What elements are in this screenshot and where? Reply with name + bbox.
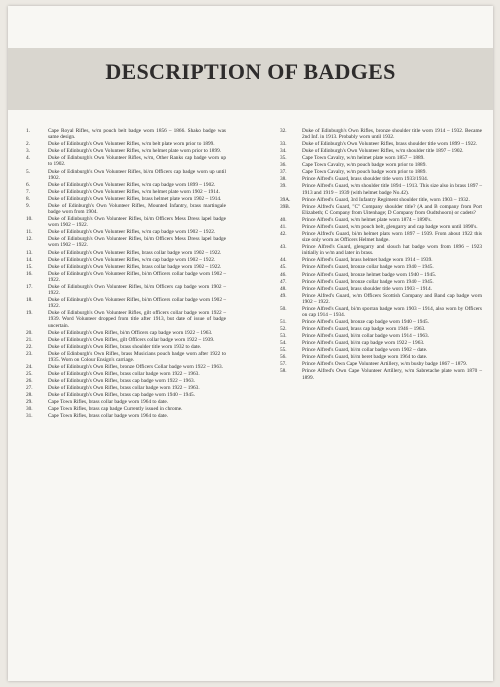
entry-description: Duke of Edinburgh's Own Volunteer Rifles, w/m cap badge worn 1899 – 1902. [48,181,216,188]
badge-entry [280,169,482,175]
badge-entry [26,229,226,235]
entry-description: Cape Town Rifles, brass collar badge worn 1964 to date. [48,413,169,420]
entry-number: 19. [26,310,33,317]
badge-entry [280,257,482,263]
badge-entry [280,272,482,278]
badge-entry [26,271,226,283]
entry-number: 39A. [280,196,291,203]
badge-entry [26,196,226,202]
entry-number: 44. [280,257,287,264]
entry-number: 22. [26,343,33,350]
badge-entry [26,264,226,270]
entry-description: Cape Town Cavalry, w/m pouch badge worn prior to 1889. [302,169,427,176]
badge-entry [26,337,226,343]
badge-entry [280,264,482,270]
entry-number: 46. [280,271,287,278]
entry-number: 42. [280,231,287,238]
badge-entry [26,378,226,384]
entry-number: 8. [26,195,30,202]
entry-number: 7. [26,188,30,195]
entry-number: 25. [26,371,33,377]
badge-entry [26,250,226,256]
entry-description: Prince Alfred's Guard, bronze collar badge worn 1940 – 1945. [302,264,434,271]
entry-number: 26. [26,378,33,385]
badge-entry [280,368,482,380]
entry-number: 21. [26,336,33,343]
badge-entry [26,169,226,181]
entry-number: 28. [26,392,33,399]
badge-entry [280,231,482,243]
entry-number: 57. [280,361,287,368]
entry-description: Duke of Edinburgh's Own Volunteer Rifles, bi/m Officers cap badge worn up until 1902. [48,168,226,181]
entry-description: Prince Alfred's Guard, w/m helmet plate worn 1874 – 1890's. [302,216,432,223]
entry-number: 39. [280,183,287,190]
document-page [8,6,493,681]
entry-number: 15. [26,263,33,270]
badge-entry [26,182,226,188]
entry-description: Duke of Edinburgh's Own Rifles, brass Musicians pouch badge worn after 1922 to 1935. Worn on Colour Ensign's carriage. [48,350,226,363]
entry-number: 5. [26,168,30,175]
entry-description: Cape Royal Rifles, w/m pouch belt badge worn 1856 – 1866. Shako badge was same design. [48,128,226,141]
entry-number: 31. [26,413,33,420]
badge-entry [280,326,482,332]
entry-description: Prince Alfred's Guard, bi/m cap badge worn 1922 – 1963. [302,340,425,347]
entry-description: Prince Alfred's Guard, glengarry and slouch hat badge worn from 1896 – 1923 initially in w/m and later in brass. [302,244,482,257]
entry-number: 17. [26,283,33,290]
entry-description: Duke of Edinburgh's Own Volunteer Rifles, bi/m Officers collar badge worn 1902 – 1922. [48,270,226,283]
badge-entry [280,176,482,182]
entry-number: 30. [26,406,33,413]
entry-description: Cape Town Cavalry, w/m pouch badge worn prior to 1889. [302,162,427,169]
entry-description: Prince Alfred's Guard, bronze cap badge worn 1940 – 1945. [302,319,430,326]
badge-entry [280,293,482,305]
entry-number: 52. [280,326,287,333]
entry-number: 55. [280,347,287,354]
entry-description: Duke of Edinburgh's Own Volunteer Rifles, bi/m Officers collar badge worn 1902 – 1922. [48,297,226,310]
entry-number: 23. [26,350,33,357]
entry-description: Duke of Edinburgh's Own Volunteer Rifles, w/m cap badge worn 1902 – 1922. [48,229,216,236]
badge-entry [280,197,482,203]
badge-entry [280,141,482,147]
entry-number: 20. [26,329,33,336]
entry-number: 54. [280,340,287,347]
badge-entry [26,364,226,370]
badge-entry [280,155,482,161]
entry-description: Duke of Edinburgh's Own Volunteer Rifles, Mounted Infantry, brass martingale badge worn from 1904. [48,202,226,215]
entry-description: Duke of Edinburgh's Own Volunteer Rifles, brass shoulder title worn 1899 – 1922. [302,141,478,148]
badge-entry [26,203,226,215]
entry-description: Prince Alfred's Guard, w/m Officers Scottish Company and Band cap badge worn 1902 – 1922. [302,292,482,305]
entry-number: 10. [26,216,33,223]
badge-entry [26,371,226,377]
entry-description: Duke of Edinburgh's Own Volunteer Rifles, brass collar badge worn 1902 – 1922. [48,249,222,256]
badge-entry [26,385,226,391]
entry-number: 47. [280,278,287,285]
entry-number: 38. [280,176,287,183]
entry-number: 50. [280,305,287,312]
entry-number: 12. [26,236,33,243]
badge-entry [280,333,482,339]
badge-entry [280,128,482,140]
entry-number: 4. [26,155,30,162]
entry-number: 34. [280,148,287,155]
entry-number: 35. [280,155,287,162]
badge-entry [280,244,482,256]
entry-description: Prince Alfred's Guard, bronze collar badge worn 1940 – 1945. [302,278,434,285]
entry-number: 3. [26,148,30,155]
page-title: DESCRIPTION OF BADGES [105,59,396,84]
entry-description: Prince Alfred's Guard, brass cap badge worn 1946 – 1963. [302,326,426,333]
badge-entry [280,354,482,360]
badge-entry [26,141,226,147]
badge-entry [26,148,226,154]
badge-entry [280,319,482,325]
badge-entry [26,284,226,296]
entry-description: Duke of Edinburgh's Own Volunteer Rifles, brass helmet plate worn 1902 – 1914. [48,195,222,202]
entry-number: 14. [26,256,33,263]
entry-number: 37. [280,169,287,176]
entry-number: 16. [26,270,33,277]
entry-number: 32. [280,128,287,134]
entry-description: Prince Alfred's Guard, bi/m collar badge worn 1914 – 1963. [302,333,430,340]
badge-entry [26,344,226,350]
entry-number: 11. [26,229,33,236]
entry-description: Duke of Edinburgh's Own Volunteer Rifles, w/m shoulder title 1897 – 1902. [302,148,464,155]
entry-number: 24. [26,363,33,370]
left-column [26,128,226,420]
badge-entry [280,286,482,292]
entry-description: Duke of Edinburgh's Own Rifles, brass cap badge worn 1940 – 1945. [48,392,195,399]
entry-number: 48. [280,285,287,292]
badge-entry [26,392,226,398]
entry-description: Prince Alfred's Guard, bi/m sporran badge worn 1903 – 1914, also worn by Officers on cap 1914 – 1934. [302,305,482,319]
entry-number: 9. [26,202,30,209]
badge-entry [26,189,226,195]
entry-number: 40. [280,216,287,223]
badge-entry [280,224,482,230]
entry-description: Duke of Edinburgh's Own Rifles, brass collar badge worn 1922 – 1963. [48,371,200,377]
entry-number: 36. [280,162,287,169]
entry-number: 27. [26,385,33,392]
entry-description: Duke of Edinburgh's Own Volunteer Rifles, bi/m Officers Mess Dress lapel badge worn 1902 – 1922. [48,216,226,229]
badge-entry [26,399,226,405]
entry-number: 1. [26,128,30,134]
entry-description: Cape Town Cavalry, w/m helmet plate worn 1857 – 1889. [302,155,425,162]
entry-number: 18. [26,297,33,304]
entry-description: Duke of Edinburgh's Own Volunteer Rifles, w/m cap badge worn 1902 – 1922. [48,256,216,263]
badge-entry [280,347,482,353]
badge-entry [26,413,226,419]
badge-entry [280,204,482,216]
entry-description: Prince Alfred's Guard, bi/m collar badge worn 1902 – date. [302,347,428,354]
badge-entry [280,279,482,285]
entry-description: Duke of Edinburgh's Own Volunteer Rifles, w/m, Other Ranks cap badge worn up to 1902. [48,155,226,168]
badge-entry [280,162,482,168]
badge-entry [26,406,226,412]
entry-number: 53. [280,333,287,340]
badge-entry [26,128,226,140]
entry-description: Cape Town Rifles, brass collar badge worn 1964 to date. [48,399,169,406]
entry-number: 45. [280,264,287,271]
entry-description: Duke of Edinburgh's Own Volunteer Rifles, bi/m Officers Mess Dress lapel badge worn 1902 – 1922. [48,236,226,249]
entry-description: Duke of Edinburgh's Own Rifles, brass shoulder title worn 1932 to date. [48,343,202,350]
entry-description: Duke of Edinburgh's Own Volunteer Rifles, w/m helmet plate worn 1902 – 1914. [48,188,220,195]
entry-description: Duke of Edinburgh's Own Rifles, gilt Officers collar badge worn 1922 – 1939. [48,336,215,343]
badge-entry [280,183,482,195]
entry-description: Prince Alfred's Guard, bi/m beret badge worn 1964 to date. [302,354,428,361]
entry-number: 13. [26,249,33,256]
right-column [280,128,482,382]
badge-entry [26,236,226,248]
badge-entry [26,216,226,228]
entry-number: 2. [26,141,30,148]
entry-description: Duke of Edinburgh's Own Volunteer Rifles, bi/m Officers cap badge worn 1902 – 1922. [48,283,226,296]
entry-description: Duke of Edinburgh's Own Rifles, bronze shoulder title worn 1914 – 1932. Became 2nd Inf. in 1913. Probably worn until 1932. [302,128,482,141]
entry-number: 29. [26,399,33,406]
entry-description: Duke of Edinburgh's Own Rifles, bronze Officers Collar badge worn 1922 – 1963. [48,363,223,370]
entry-description: Prince Alfred's Guard, w/m shoulder title 1894 – 1913. This size also in brass 1897 – 1913 and 1919 – 1939 (with helmet badge No.42). [302,183,482,196]
entry-description: Duke of Edinburgh's Own Volunteer Rifles, brass collar badge worn 1902 – 1922. [48,263,222,270]
entry-description: Prince Alfred's Own Cape Volunteer Artillery, w/m busby badge 1867 – 1879. [302,361,468,368]
badge-entry [26,330,226,336]
entry-description: Duke of Edinburgh's Own Volunteer Rifles, w/m belt plate worn prior to 1899. [48,141,215,148]
badge-entry [280,361,482,367]
entry-description: Prince Alfred's Guard, bi/m helmet plats worn 1897 – 1939. From about 1922 this size only worn as Officers Helmet badge. [302,231,482,244]
entry-description: Prince Alfred's Own Cape Volunteer Artillery, w/m Sabretache plate worn 1870 – 1899. [302,368,482,381]
badge-entry [26,257,226,263]
entry-number: 41. [280,223,287,230]
badge-entry [280,306,482,318]
entry-description: Prince Alfred's Guard, 3rd Infantry Regiment shoulder title, worn 1903 – 1932. [302,196,470,203]
entry-number: 58. [280,368,287,375]
entry-number: 43. [280,244,287,251]
entry-number: 51. [280,319,287,326]
entry-description: Prince Alfred's Guard, bronze helmet badge worn 1940 – 1945. [302,271,437,278]
entry-description: Duke of Edinburgh's Own Rifles, brass cap badge worn 1922 – 1963. [48,378,195,385]
badge-entry [26,351,226,363]
entry-description: Prince Alfred's Guard, brass shoulder title worn 1903 – 1914. [302,285,432,292]
entry-number: 33. [280,141,287,148]
entry-description: Prince Alfred's Guard, "C" Company shoulder title? (A and B company from Port Elizabeth; C Company from Uitenhage; D Company from Oudtshoorn) or cadets? [302,203,482,216]
entry-number: 39B. [280,203,291,210]
entry-description: Cape Town Rifles, brass cap badge Currently issued in chrome. [48,406,183,413]
badge-entry [26,310,226,328]
entry-description: Prince Alfred's Guard, brass helmet badge worn 1914 – 1939. [302,257,433,264]
entry-number: 49. [280,292,287,299]
entry-number: 56. [280,354,287,361]
entry-description: Duke of Edinburgh's Own Rifles, brass collar badge worn 1922 – 1963. [48,385,200,392]
badge-entry [280,148,482,154]
entry-description: Prince Alfred's Guard, w/m pouch belt, glengarry and cap badge worn until 1890's. [302,223,478,230]
badge-entry [26,155,226,167]
entry-description: Duke of Edinburgh's Own Volunteer Rifles, gilt officers collar badge worn 1922 – 1939. Word Volunteer dropped from title after 1913, but date of issue of badge uncertain. [48,310,226,329]
entry-description: Duke of Edinburgh's Own Rifles, bi/m Officers cap badge worn 1922 – 1963. [48,329,213,336]
entry-description: Duke of Edinburgh's Own Volunteer Rifles, w/m helmet plate worn prior to 1899. [48,148,222,155]
badge-entry [280,340,482,346]
badge-entry [26,297,226,309]
entry-description: Prince Alfred's Guard, brass shoulder title worn 1933/1934. [302,176,429,183]
badge-entry [280,217,482,223]
entry-number: 6. [26,181,30,188]
